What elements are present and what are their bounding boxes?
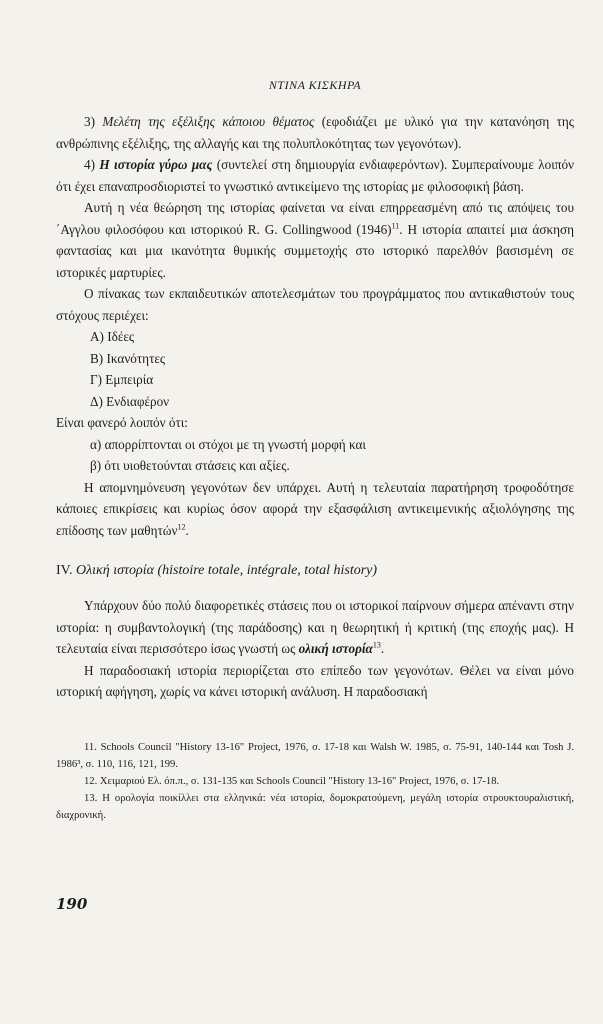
- paragraph-evident: Είναι φανερό λοιπόν ότι:: [56, 415, 188, 430]
- list-item-a: Α) Ιδέες: [90, 329, 135, 344]
- footnotes: [56, 739, 574, 824]
- list-item-b: Β) Ικανότητες: [90, 350, 166, 366]
- paragraph-memorization-text: Η απομνημόνευση γεγονότων δεν υπάρχει. Αυτή η τελευταία παρατήρηση τροφοδότησε κάποιες επικρίσεις και κυρίως όσον αφορά την εξασφάλιση αντικειμενικής αξιολόγησης της επίδοσης των μαθητών: [56, 479, 574, 538]
- list-item-d: Δ) Ενδιαφέρον: [90, 393, 170, 409]
- running-head: ΝΤΙΝΑ ΚΙΣΚΗΡΑ: [268, 78, 362, 92]
- footnote-ref-13: 13: [372, 640, 381, 650]
- footnote-ref-11: 11: [391, 221, 400, 231]
- footnote-11: 11. Schools Council "History 13-16" Project, 1976, σ. 17-18 και Walsh W. 1985, σ. 75-91, 140-144 και Tosh J. 1986³, σ. 110, 116, 121, 199.: [56, 741, 574, 770]
- list-item-beta: β) ότι υιοθετούνται στάσεις και αξίες.: [90, 458, 290, 473]
- paragraph-memorization: [56, 477, 574, 542]
- list-item-alpha: α) απορρίπτονται οι στόχοι με τη γνωστή μορφή και: [90, 436, 366, 452]
- paragraph-collingwood-text-2: . Η ιστορία απαιτεί μια άσκηση φαντασίας και μια ικανότητα θυμικής συμμετοχής στο ιστορικό παρελθόν βασισμένη σε ιστορικές μαρτυρίες.: [56, 221, 574, 280]
- paragraph-collingwood: [56, 197, 574, 283]
- paragraph-attitudes-text-2: .: [380, 641, 385, 656]
- page-body: [56, 78, 574, 824]
- footnote-12: 12. Χειμαριού Ελ. όπ.π., σ. 131-135 και Schools Council "History 13-16" Project, 1976, σ. 17-18.: [84, 775, 500, 787]
- paragraph-memorization-text-2: .: [185, 522, 189, 538]
- item-4: [56, 154, 574, 197]
- section-heading-iv: [56, 563, 574, 579]
- paragraph-outcomes: Ο πίνακας των εκπαιδευτικών αποτελεσμάτων του προγράμματος που αντικαθιστούν τους στόχους περιέχει:: [56, 286, 574, 323]
- item-3-title: Μελέτη της εξέλιξης κάποιου θέματος: [102, 114, 315, 129]
- item-3: [56, 111, 574, 154]
- term-total-history: ολική ιστορία: [298, 641, 373, 656]
- item-4-number: 4): [84, 157, 95, 172]
- item-4-text: (συντελεί στη δημιουργία ενδιαφερόντων). Συμπεραίνουμε λοιπόν ότι έχει επαναπροσδιοριστεί το γνωστικό αντικείμενο της ιστορίας με φιλοσοφική βάση.: [56, 157, 575, 194]
- paragraph-traditional: Η παραδοσιακή ιστορία περιορίζεται στο επίπεδο των γεγονότων. Θέλει να είναι μόνο ιστορική αφήγηση, χωρίς να κάνει ιστορική ανάλυση. Η παραδοσιακή: [56, 662, 574, 699]
- section-title: Ολική ιστορία (histoire totale, intégrale, total history): [75, 563, 378, 578]
- paragraph-attitudes-text: Υπάρχουν δύο πολύ διαφορετικές στάσεις που οι ιστορικοί παίρνουν σήμερα απέναντι στην ιστορία: η συμβαντολογική (της παράδοσης) και η θεωρητική ή κριτική (της εποχής μας). Η τελευταία είναι περισσότερο ίσως γνωστή ως: [56, 598, 574, 656]
- item-3-text: (εφοδιάζει με υλικό για την κατανόηση της ανθρώπινης εξέλιξης, της αλλαγής και της πολυπλοκότητας των γεγονότων).: [56, 114, 575, 151]
- footnote-ref-12: 12: [177, 522, 186, 532]
- paragraph-collingwood-text: Αυτή η νέα θεώρηση της ιστορίας φαίνεται να είναι επηρρεασμένη από τις απόψεις του ΄Αγγλου φιλοσόφου και ιστορικού R. G. Collingwood (1946): [56, 200, 574, 237]
- list-item-c: Γ) Εμπειρία: [90, 372, 154, 387]
- section-number: IV.: [56, 563, 73, 578]
- page-number: 190: [56, 895, 88, 913]
- paragraph-attitudes: [56, 595, 574, 660]
- footnote-13: 13. Η ορολογία ποικίλλει στα ελληνικά: νέα ιστορία, δομοκρατούμενη, μεγάλη ιστορία στρουκτουραλιστική, διαχρονική.: [56, 792, 574, 821]
- item-4-title: Η ιστορία γύρω μας: [99, 157, 213, 172]
- item-3-number: 3): [84, 114, 95, 129]
